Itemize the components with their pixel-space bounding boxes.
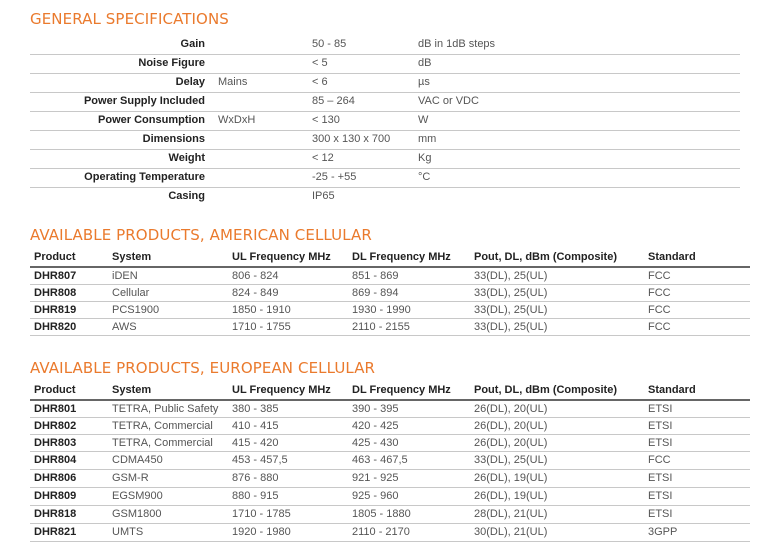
pout: 33(DL), 25(UL) <box>474 454 548 466</box>
standard: FCC <box>648 270 671 282</box>
dl-frequency: 1930 - 1990 <box>352 304 411 316</box>
table-row <box>30 506 750 524</box>
spec-label: Noise Figure <box>138 57 205 69</box>
spec-label: Dimensions <box>142 133 205 145</box>
standard: FCC <box>648 321 671 333</box>
general-specs-title: GENERAL SPECIFICATIONS <box>30 10 229 28</box>
ul-frequency: 1710 - 1755 <box>232 321 291 333</box>
system: iDEN <box>112 270 138 282</box>
spec-unit: VAC or VDC <box>418 95 479 107</box>
header-system: System <box>112 251 152 263</box>
dl-frequency: 921 - 925 <box>352 472 399 484</box>
pout: 33(DL), 25(UL) <box>474 287 548 299</box>
dl-frequency: 851 - 869 <box>352 270 399 282</box>
spec-unit: dB <box>418 57 432 69</box>
standard: ETSI <box>648 420 673 432</box>
pout: 26(DL), 19(UL) <box>474 490 548 502</box>
spec-row-operating-temperature <box>30 168 740 188</box>
product-code: DHR818 <box>34 508 77 520</box>
table-row <box>30 401 750 418</box>
pout: 26(DL), 19(UL) <box>474 472 548 484</box>
header-pout: Pout, DL, dBm (Composite) <box>474 251 617 263</box>
dl-frequency: 425 - 430 <box>352 437 399 449</box>
product-code: DHR803 <box>34 437 77 449</box>
pout: 33(DL), 25(UL) <box>474 321 548 333</box>
dl-frequency: 463 - 467,5 <box>352 454 408 466</box>
standard: FCC <box>648 304 671 316</box>
pout: 33(DL), 25(UL) <box>474 304 548 316</box>
header-standard: Standard <box>648 384 696 396</box>
ul-frequency: 1710 - 1785 <box>232 508 291 520</box>
dl-frequency: 1805 - 1880 <box>352 508 411 520</box>
spec-unit: W <box>418 114 429 126</box>
pout: 26(DL), 20(UL) <box>474 420 548 432</box>
spec-condition: WxDxH <box>218 114 256 126</box>
header-product: Product <box>34 251 76 263</box>
spec-label: Gain <box>180 38 205 50</box>
spec-row-dimensions <box>30 130 740 150</box>
system: UMTS <box>112 526 144 538</box>
ul-frequency: 415 - 420 <box>232 437 279 449</box>
ul-frequency: 1850 - 1910 <box>232 304 291 316</box>
spec-unit: mm <box>418 133 437 145</box>
product-code: DHR819 <box>34 304 77 316</box>
spec-value: < 12 <box>312 152 334 164</box>
pout: 26(DL), 20(UL) <box>474 403 548 415</box>
spec-value: 50 - 85 <box>312 38 347 50</box>
spec-value: -25 - +55 <box>312 171 357 183</box>
pout: 30(DL), 21(UL) <box>474 526 548 538</box>
pout: 26(DL), 20(UL) <box>474 437 548 449</box>
dl-frequency: 390 - 395 <box>352 403 399 415</box>
table-row <box>30 524 750 542</box>
product-code: DHR821 <box>34 526 77 538</box>
ul-frequency: 380 - 385 <box>232 403 279 415</box>
spec-value: 85 – 264 <box>312 95 355 107</box>
table-row <box>30 488 750 506</box>
product-code: DHR804 <box>34 454 77 466</box>
product-code: DHR802 <box>34 420 77 432</box>
spec-value: < 5 <box>312 57 328 69</box>
standard: FCC <box>648 287 671 299</box>
spec-label: Operating Temperature <box>84 171 205 183</box>
table-row <box>30 319 750 336</box>
spec-row-power-supply <box>30 92 740 112</box>
spec-row-delay <box>30 73 740 93</box>
standard: FCC <box>648 454 671 466</box>
standard: ETSI <box>648 508 673 520</box>
system: EGSM900 <box>112 490 163 502</box>
system: CDMA450 <box>112 454 163 466</box>
dl-frequency: 420 - 425 <box>352 420 399 432</box>
pout: 33(DL), 25(UL) <box>474 270 548 282</box>
spec-value: IP65 <box>312 190 335 202</box>
header-ul-frequency: UL Frequency MHz <box>232 384 331 396</box>
system: PCS1900 <box>112 304 160 316</box>
ul-frequency: 824 - 849 <box>232 287 279 299</box>
system: Cellular <box>112 287 150 299</box>
table-row <box>30 418 750 435</box>
header-dl-frequency: DL Frequency MHz <box>352 384 451 396</box>
standard: ETSI <box>648 437 673 449</box>
table-row <box>30 285 750 302</box>
spec-row-casing <box>30 187 740 206</box>
ul-frequency: 410 - 415 <box>232 420 279 432</box>
ul-frequency: 880 - 915 <box>232 490 279 502</box>
spec-value: < 6 <box>312 76 328 88</box>
product-code: DHR806 <box>34 472 77 484</box>
header-pout: Pout, DL, dBm (Composite) <box>474 384 617 396</box>
spec-unit: µs <box>418 76 430 88</box>
pout: 28(DL), 21(UL) <box>474 508 548 520</box>
ul-frequency: 806 - 824 <box>232 270 279 282</box>
ul-frequency: 876 - 880 <box>232 472 279 484</box>
standard: ETSI <box>648 490 673 502</box>
product-code: DHR809 <box>34 490 77 502</box>
system: TETRA, Commercial <box>112 437 213 449</box>
header-ul-frequency: UL Frequency MHz <box>232 251 331 263</box>
dl-frequency: 869 - 894 <box>352 287 399 299</box>
table-row <box>30 435 750 452</box>
ul-frequency: 1920 - 1980 <box>232 526 291 538</box>
spec-value: 300 x 130 x 700 <box>312 133 391 145</box>
american-table-header <box>30 248 750 268</box>
product-code: DHR808 <box>34 287 77 299</box>
dl-frequency: 2110 - 2170 <box>352 526 410 538</box>
spec-label: Casing <box>168 190 205 202</box>
dl-frequency: 925 - 960 <box>352 490 399 502</box>
spec-label: Power Supply Included <box>83 95 205 107</box>
spec-label: Delay <box>175 76 205 88</box>
spec-label: Weight <box>168 152 205 164</box>
spec-row-noise-figure <box>30 54 740 74</box>
table-row <box>30 470 750 488</box>
system: GSM-R <box>112 472 149 484</box>
spec-row-power-consumption <box>30 111 740 131</box>
ul-frequency: 453 - 457,5 <box>232 454 288 466</box>
dl-frequency: 2110 - 2155 <box>352 321 410 333</box>
spec-value: < 130 <box>312 114 340 126</box>
header-standard: Standard <box>648 251 696 263</box>
header-dl-frequency: DL Frequency MHz <box>352 251 451 263</box>
standard: ETSI <box>648 472 673 484</box>
system: TETRA, Public Safety <box>112 403 219 415</box>
spec-row-gain <box>30 35 740 55</box>
spec-row-weight <box>30 149 740 169</box>
spec-unit: dB in 1dB steps <box>418 38 496 50</box>
system: TETRA, Commercial <box>112 420 213 432</box>
european-products-title: AVAILABLE PRODUCTS, EUROPEAN CELLULAR <box>30 359 376 377</box>
system: AWS <box>112 321 137 333</box>
product-code: DHR820 <box>34 321 77 333</box>
spec-label: Power Consumption <box>98 114 205 126</box>
standard: ETSI <box>648 403 673 415</box>
table-row <box>30 268 750 285</box>
table-row <box>30 452 750 470</box>
product-code: DHR807 <box>34 270 77 282</box>
header-product: Product <box>34 384 76 396</box>
spec-condition: Mains <box>218 76 248 88</box>
spec-unit: °C <box>418 171 431 183</box>
system: GSM1800 <box>112 508 162 520</box>
product-code: DHR801 <box>34 403 77 415</box>
european-table-header <box>30 381 750 401</box>
spec-unit: Kg <box>418 152 432 164</box>
table-row <box>30 302 750 319</box>
header-system: System <box>112 384 152 396</box>
standard: 3GPP <box>648 526 678 538</box>
american-products-title: AVAILABLE PRODUCTS, AMERICAN CELLULAR <box>30 226 372 244</box>
